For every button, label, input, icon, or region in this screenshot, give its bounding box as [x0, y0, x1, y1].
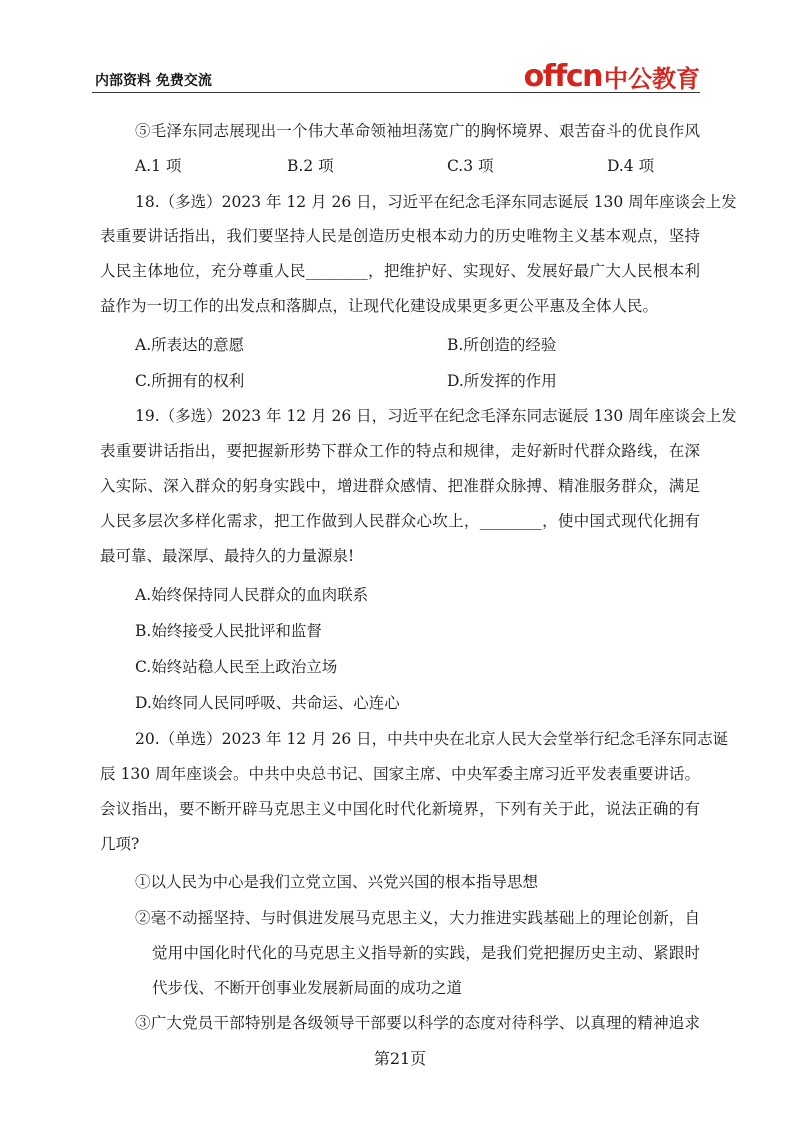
header-label: 内部资料 免费交流	[95, 73, 212, 89]
q20-item-3-line-1: ③广大党员干部特别是各级领导干部要以科学的态度对待科学、以真理的精神追求	[135, 1014, 700, 1032]
q17-option-d: D.4 项	[607, 157, 655, 175]
q19-option-b: B.始终接受人民批评和监督	[135, 622, 322, 640]
q19-line-2: 表重要讲话指出，要把握新形势下群众工作的特点和规律，走好新时代群众路线，在深	[100, 442, 700, 460]
q20-line-1: 20.（单选）2023 年 12 月 26 日，中共中央在北京人民大会堂举行纪念毛泽东同志诞	[135, 730, 729, 748]
q17-item-5: ⑤毛泽东同志展现出一个伟大革命领袖坦荡宽广的胸怀境界、艰苦奋斗的优良作风	[135, 122, 700, 140]
q19-option-d: D.始终同人民同呼吸、共命运、心连心	[135, 694, 400, 712]
q18-option-c: C.所拥有的权利	[135, 372, 245, 390]
logo-cn-text: 中公教育	[604, 64, 700, 93]
q20-line-3: 会议指出，要不断开辟马克思主义中国化时代化新境界，下列有关于此，说法正确的有	[100, 800, 700, 818]
q18-option-d: D.所发挥的作用	[447, 372, 557, 390]
q20-item-1: ①以人民为中心是我们立党立国、兴党兴国的根本指导思想	[135, 873, 539, 891]
offcn-logo	[524, 58, 700, 94]
q19-line-5: 最可靠、最深厚、最持久的力量源泉!	[100, 547, 355, 565]
q18-line-3: 人民主体地位，充分尊重人民________，把维护好、实现好、发展好最广大人民根本利	[100, 262, 700, 280]
q18-line-1: 18.（多选）2023 年 12 月 26 日，习近平在纪念毛泽东同志诞辰 130 周年座谈会上发	[135, 193, 737, 211]
q20-item-2-line-2: 觉用中国化时代化的马克思主义指导新的实践，是我们党把握历史主动、紧跟时	[152, 944, 700, 962]
q19-option-c: C.始终站稳人民至上政治立场	[135, 658, 338, 676]
q17-option-c: C.3 项	[447, 157, 494, 175]
q18-option-a: A.所表达的意愿	[135, 336, 245, 354]
q20-item-2-line-3: 代步伐、不断开创事业发展新局面的成功之道	[152, 979, 463, 997]
header-divider	[92, 92, 700, 93]
q20-line-2: 辰 130 周年座谈会。中共中央总书记、国家主席、中央军委主席习近平发表重要讲话。	[100, 765, 700, 783]
page-number: 第21页	[373, 1049, 427, 1068]
q19-line-3: 入实际、深入群众的躬身实践中，增进群众感情、把准群众脉搏、精准服务群众，满足	[100, 477, 700, 495]
q17-option-b: B.2 项	[287, 157, 334, 175]
logo-latin-text: offcn	[523, 58, 602, 94]
q19-option-a: A.始终保持同人民群众的血肉联系	[135, 586, 369, 604]
q17-option-a: A.1 项	[135, 157, 182, 175]
q20-line-4: 几项?	[100, 835, 140, 853]
q19-line-4: 人民多层次多样化需求，把工作做到人民群众心坎上，________，使中国式现代化拥有	[100, 512, 700, 530]
q18-line-4: 益作为一切工作的出发点和落脚点，让现代化建设成果更多更公平惠及全体人民。	[100, 297, 659, 315]
q19-line-1: 19.（多选）2023 年 12 月 26 日，习近平在纪念毛泽东同志诞辰 130 周年座谈会上发	[135, 407, 737, 425]
q20-item-2-line-1: ②毫不动摇坚持、与时俱进发展马克思主义，大力推进实践基础上的理论创新，自	[135, 909, 700, 927]
q18-option-b: B.所创造的经验	[447, 336, 557, 354]
q18-line-2: 表重要讲话指出，我们要坚持人民是创造历史根本动力的历史唯物主义基本观点，坚持	[100, 227, 700, 245]
